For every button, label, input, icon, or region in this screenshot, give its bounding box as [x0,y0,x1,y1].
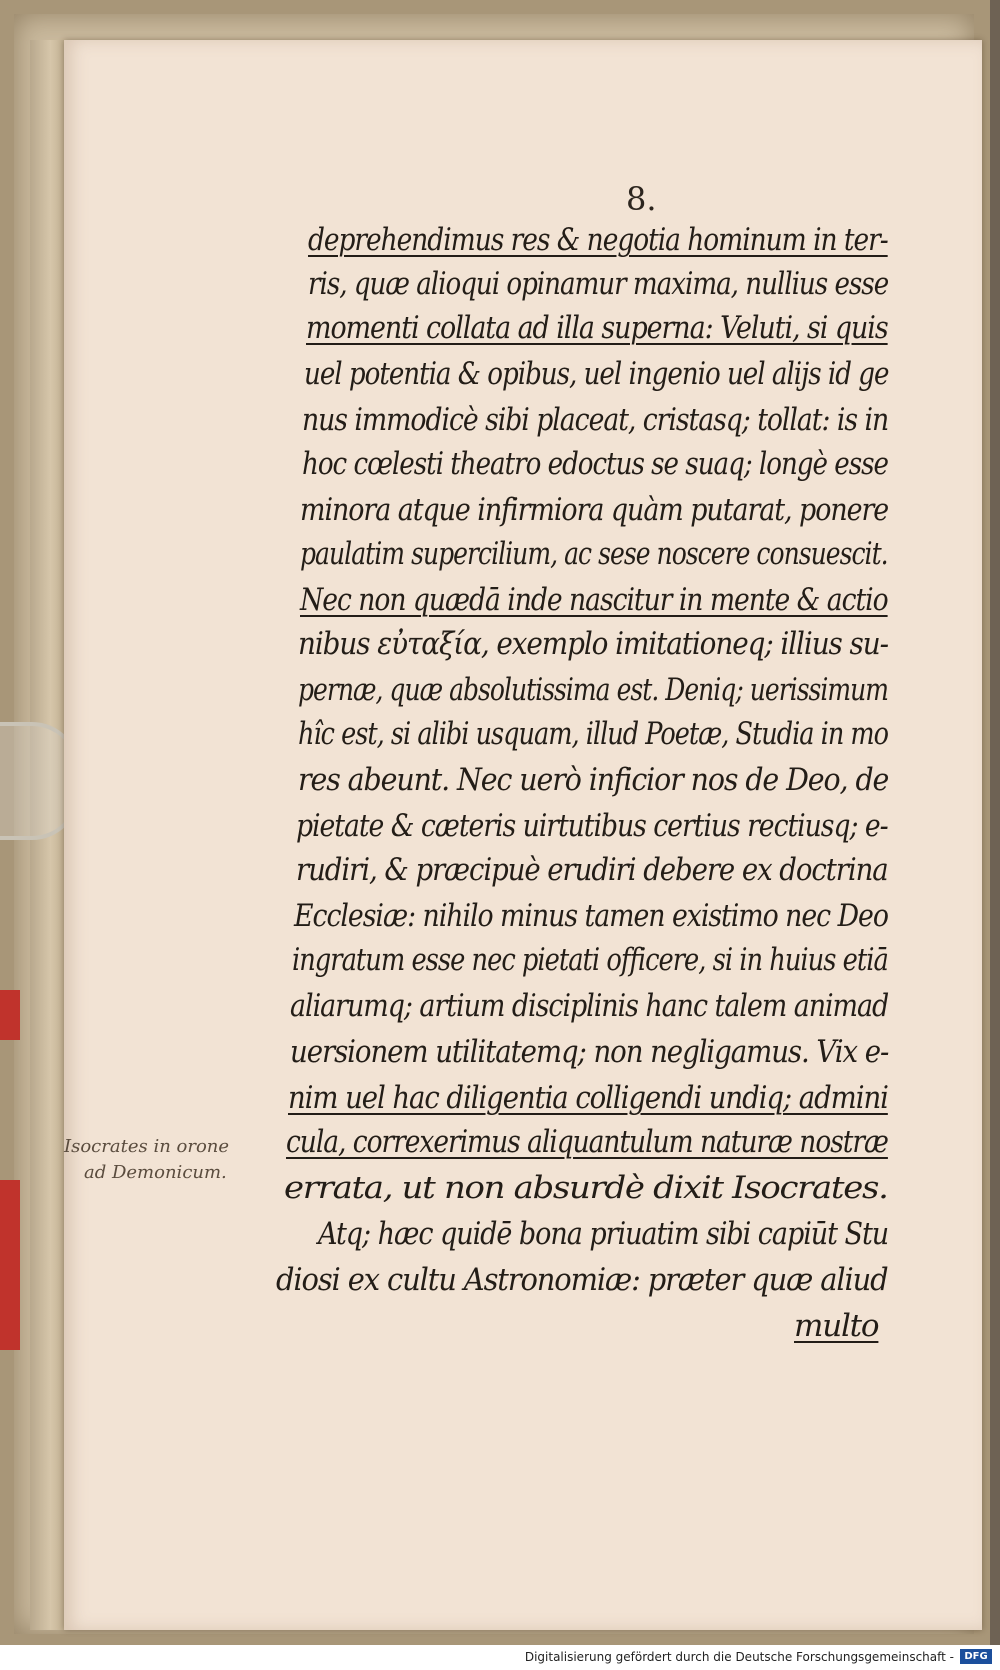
margin-note: Isocrates in orone [64,1136,230,1157]
text-line: Atq; hæc quidē bona priuatim sibi capiūt Stu [318,1216,889,1252]
text-line: minora atque infirmiora quàm putarat, ponere [300,492,889,528]
text-line: hoc cœlesti theatro edoctus se suaq; longè esse [302,446,889,482]
text-line: ingratum esse nec pietati officere, si in huius etiā [292,942,888,978]
text-line: ris, quæ alioqui opinamur maxima, nullius esse [308,266,889,302]
text-line: nim uel hac diligentia colligendi undiq; admini [288,1080,888,1116]
dfg-logo: DFG [960,1649,992,1664]
red-cover-mark [0,990,20,1040]
margin-note: ad Demonicum. [84,1162,227,1183]
text-line: Nec non quædā inde nascitur in mente & actio [300,582,888,618]
page-number: 8. [626,180,657,218]
text-line: nibus εὐταξία, exemplo imitationeq; illius su- [298,626,888,662]
text-line: paulatim supercilium, ac sese noscere consuescit. [300,536,888,572]
text-line: errata, ut non absurdè dixit Isocrates. [284,1170,888,1206]
text-line: momenti collata ad illa superna: Veluti, si quis [306,310,888,346]
text-line: uel potentia & opibus, uel ingenio uel alijs id ge [304,356,889,392]
text-line: pietate & cæteris uirtutibus certius rectiusq; e- [296,808,888,844]
text-line: rudiri, & præcipuè erudiri debere ex doctrina [296,852,888,888]
text-line: nus immodicè sibi placeat, cristasq; tollat: is in [302,402,889,438]
text-line: hîc est, si alibi usquam, illud Poetæ, Studia in mo [298,716,889,752]
catchword: multo [794,1308,879,1344]
text-line: pernæ, quæ absolutissima est. Deniq; uerissimum [298,672,889,708]
text-line: cula, correxerimus aliquantulum naturæ nostræ [286,1124,888,1160]
text-line: res abeunt. Nec uerò inficior nos de Deo, de [298,762,889,798]
text-line: deprehendimus res & negotia hominum in ter- [308,222,888,258]
red-cover-mark [0,1180,20,1350]
footer-credit: Digitalisierung gefördert durch die Deutsche Forschungsgemeinschaft - [524,1650,954,1664]
text-line: diosi ex cultu Astronomiæ: præter quæ aliud [276,1262,888,1298]
text-line: aliarumq; artium disciplinis hanc talem animad [290,988,889,1024]
text-line: Ecclesiæ: nihilo minus tamen existimo nec Deo [294,898,888,934]
text-line: uersionem utilitatemq; non negligamus. Vix e- [290,1034,889,1070]
